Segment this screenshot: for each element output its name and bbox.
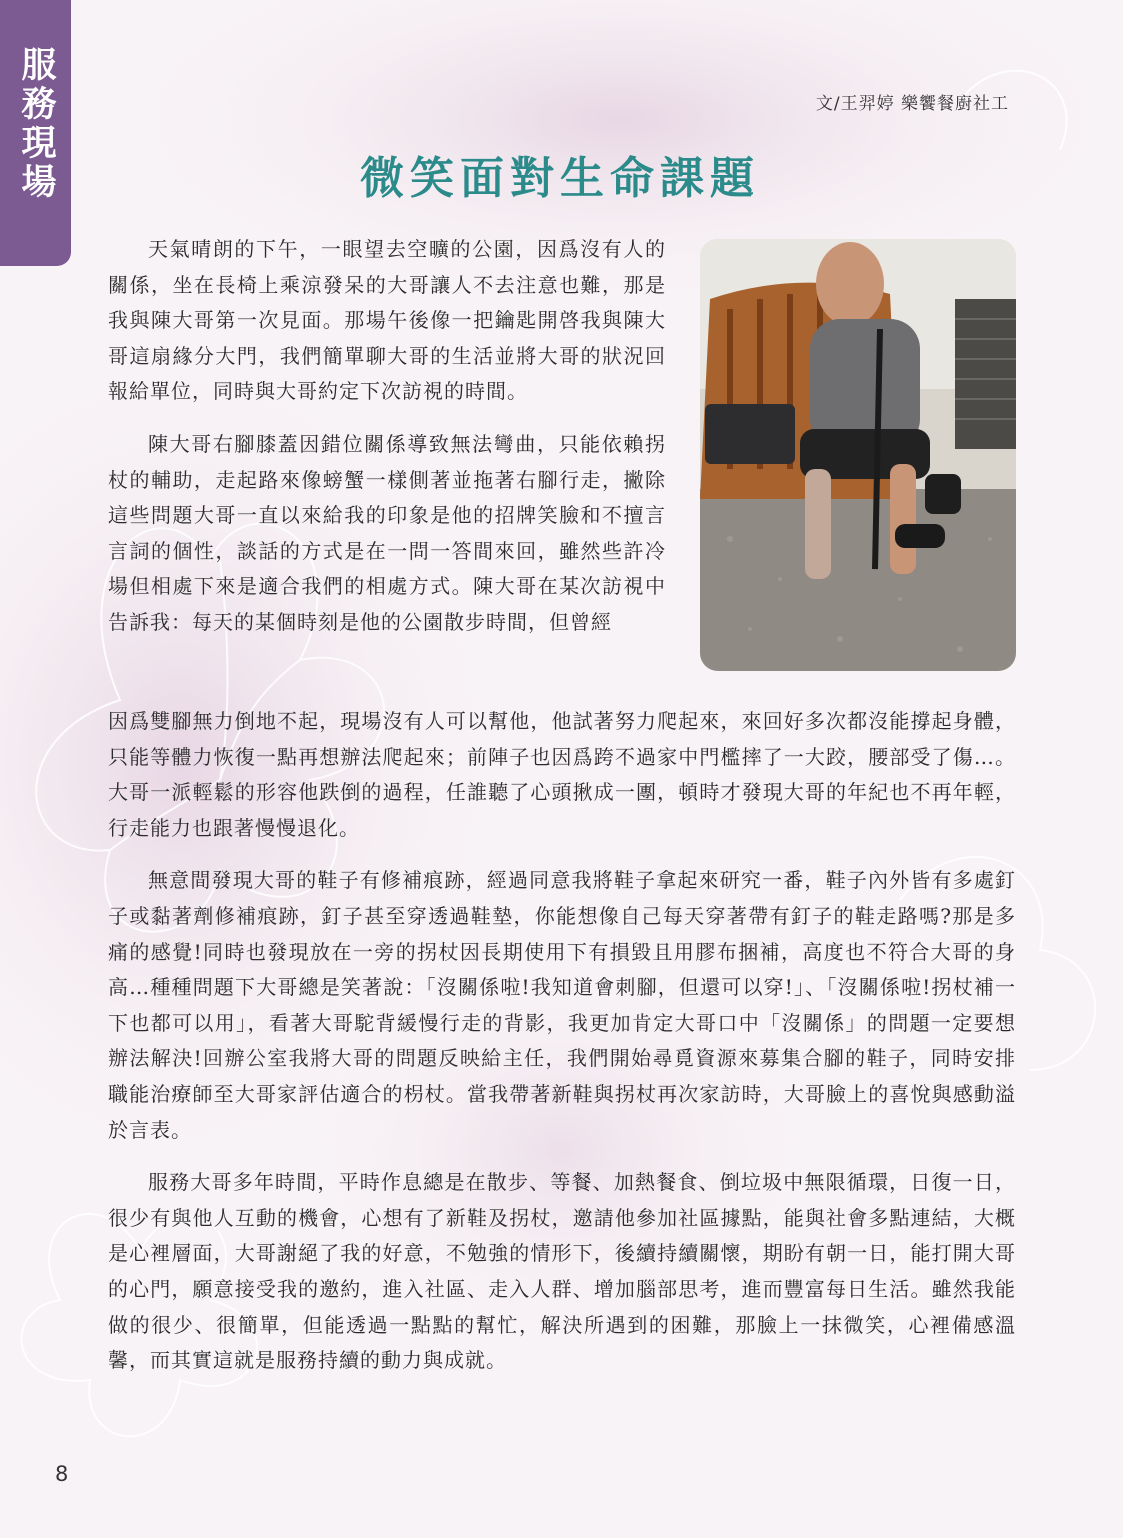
- section-tab-label: 服務現場: [16, 46, 56, 202]
- paragraph: 陳大哥右腳膝蓋因錯位關係導致無法彎曲，只能依賴拐杖的輔助，走起路來像螃蟹一樣側著並拖著右腳行走，撇除這些問題大哥一直以來給我的印象是他的招牌笑臉和不擅言言詞的個性，談話的方式是在一問一答間來回，雖然些許冷場但相處下來是適合我們的相處方式。陳大哥在某次訪視中告訴我：每天的某個時刻是他的公園散步時間，但曾經: [108, 431, 666, 634]
- page-number: 8: [55, 1462, 69, 1486]
- paragraph-continued: 因爲雙腳無力倒地不起，現場沒有人可以幫他，他試著努力爬起來，來回好多次都沒能撐起身體，只能等體力恢復一點再想辦法爬起來；前陣子也因爲跨不過家中門檻摔了一大跤，腰部受了傷…。大哥一派輕鬆的形容他跌倒的過程，任誰聽了心頭揪成一團，頓時才發現大哥的年紀也不再年輕，行走能力也跟著慢慢退化。: [108, 709, 1016, 840]
- paragraph: 服務大哥多年時間，平時作息總是在散步、等餐、加熱餐食、倒垃圾中無限循環，日復一日，很少有與他人互動的機會，心想有了新鞋及拐杖，邀請他參加社區據點，能與社會多點連結，大概是心裡層面，大哥謝絕了我的好意，不勉強的情形下，後續持續關懷，期盼有朝一日，能打開大哥的心門，願意接受我的邀約，進入社區、走入人群、增加腦部思考，進而豐富每日生活。雖然我能做的很少、很簡單，但能透過一點點的幫忙，解決所遇到的困難，那臉上一抹微笑，心裡備感溫馨，而其實這就是服務持續的動力與成就。: [108, 1170, 1016, 1373]
- paragraph-block-1: [108, 232, 666, 641]
- author-byline: 文/王羿婷 樂饗餐廚社工: [815, 94, 1009, 114]
- article-photo: [700, 239, 1016, 671]
- article-title: 微笑面對生命課題: [360, 153, 760, 204]
- paragraph-block-2: [108, 704, 1016, 1379]
- paragraph: 無意間發現大哥的鞋子有修補痕跡，經過同意我將鞋子拿起來研究一番，鞋子內外皆有多處釘子或黏著劑修補痕跡，釘子甚至穿透過鞋墊，你能想像自己每天穿著帶有釘子的鞋走路嗎?那是多痛的感覺!同時也發現放在一旁的拐杖因長期使用下有損毀且用膠布捆補，高度也不符合大哥的身高…種種問題下大哥總是笑著說：「沒關係啦!我知道會刺腳，但還可以穿!」、「沒關係啦!拐杖補一下也都可以用」，看著大哥駝背緩慢行走的背影，我更加肯定大哥口中「沒關係」的問題一定要想辦法解決!回辦公室我將大哥的問題反映給主任，我們開始尋覓資源來募集合腳的鞋子，同時安排職能治療師至大哥家評估適合的枴杖。當我帶著新鞋與拐杖再次家訪時，大哥臉上的喜悅與感動溢於言表。: [108, 868, 1016, 1142]
- section-tab: [0, 0, 71, 266]
- paragraph: 天氣晴朗的下午，一眼望去空曠的公園，因爲沒有人的關係，坐在長椅上乘涼發呆的大哥讓人不去注意也難，那是我與陳大哥第一次見面。那場午後像一把鑰匙開啓我與陳大哥這扇緣分大門，我們簡單聊大哥的生活並將大哥的狀況回報給單位，同時與大哥約定下次訪視的時間。: [108, 237, 666, 404]
